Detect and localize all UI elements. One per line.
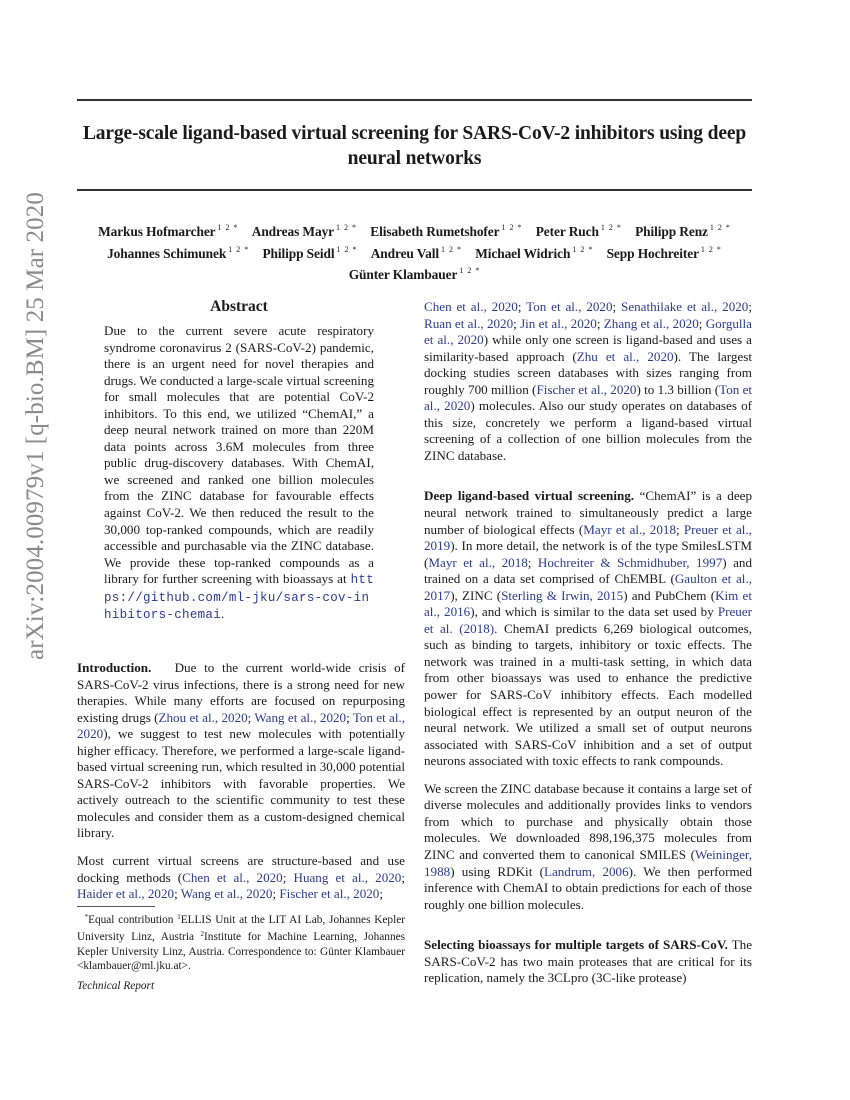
arxiv-identifier-stamp: arXiv:2004.00979v1 [q-bio.BM] 25 Mar 2020: [22, 192, 49, 660]
citation-link[interactable]: Haider et al., 2020: [77, 886, 175, 902]
author: Peter Ruch $^{1 2 *}$: [535, 223, 622, 239]
footnote: *Equal contribution $^1$ELLIS Unit at the LIT AI Lab, Johannes Kepler University Linz, Austria $^2$Institute for Machine Learning, Johannes Kepler University Linz, Austria. Correspondence to: Günter Klambauer <klambauer@ml.jku.at>.: [77, 913, 405, 972]
abstract-paragraph: Due to the current severe acute respiratory syndrome coronavirus 2 (SARS-CoV-2) pandemic, there is an urgent need for novel therapies and drugs. We conducted a large-scale virtual screening for small molecules that are potential CoV-2 inhibitors. To this end, we utilized “ChemAI,” a deep neural network trained on more than 220M data points across 3.6M molecules from three public drug-discovery databases. With ChemAI, we screened and ranked one billion molecules from the ZINC database for favourable effects against CoV-2. We then reduced the result to the 30,000 top-ranked compounds, which are readily accessible and purchasable via the ZINC database. We provide these top-ranked compounds as a library for further screening with bioassays at https://github.com/ml-jku/sars-cov-inhibitors-chemai.: [104, 323, 374, 623]
selecting-bioassays-heading: Selecting bioassays for multiple targets of SARS-CoV.: [424, 937, 728, 953]
zinc-paragraph: We screen the ZINC database because it contains a large set of diverse molecules and additionally provides links to vendors from which to purchase and physically obtain those molecules. We downloaded 898,196,375 molecules from ZINC and converted them to canonical SMILES (Weininger, 1988) using RDKit (Landrum, 2006). We then performed inference with ChemAI to obtain predictions for each of those roughly one billion molecules.: [424, 780, 752, 912]
citation-link[interactable]: Sterling & Irwin, 2015: [501, 587, 624, 603]
author: Philipp Seidl $^{1 2 *}$: [262, 244, 358, 261]
docking-paragraph-continued: Chen et al., 2020; Ton et al., 2020; Senathilake et al., 2020; Ruan et al., 2020; Jin et al., 2020; Zhang et al., 2020; Gorgulla et al., 2020) while only one screen is ligand-based and uses a similarity-based approach (Zhu et al., 2020). The largest docking studies screen databases with sizes ranging from roughly 700 million (Fischer et al., 2020) to 1.3 billion (Ton et al., 2020) molecules. Also our study operates on databases of this size, concretely we perform a ligand-based virtual screening of a collection of one billion molecules from the ZINC database.: [424, 299, 753, 463]
citation-link[interactable]: Ruan et al., 2020: [424, 315, 514, 331]
citation-link[interactable]: Preuer et al. (2018): [424, 604, 752, 636]
citation-link[interactable]: Zhou et al., 2020: [158, 709, 248, 725]
citation-link[interactable]: Mayr et al., 2018: [428, 554, 528, 570]
deep-screening-heading: Deep ligand-based virtual screening.: [424, 488, 635, 504]
title-bottom-rule: [77, 189, 752, 191]
author: Günter Klambauer $^{1 2 *}$: [348, 266, 481, 282]
citation-link[interactable]: Landrum, 2006: [543, 863, 629, 879]
github-link[interactable]: https://github.com/ml-jku/sars-cov-inhibitors-chemai: [104, 573, 374, 623]
citation-link[interactable]: Senathilake et al., 2020: [621, 299, 749, 314]
author: Andreu Vall $^{1 2 *}$: [370, 244, 462, 261]
citation-link[interactable]: Weininger, 1988: [424, 846, 752, 879]
citation-link[interactable]: Preuer et al., 2019: [424, 521, 752, 554]
venue-label: Technical Report: [77, 980, 155, 992]
footnote-rule: [77, 906, 155, 907]
citation-link[interactable]: Wang et al., 2020: [254, 709, 347, 725]
author: Markus Hofmarcher $^{1 2 *}$: [98, 223, 239, 239]
abstract-body: [104, 323, 374, 624]
citation-link[interactable]: Kim et al., 2016: [424, 587, 752, 620]
citation-link[interactable]: Chen et al., 2020: [182, 869, 283, 885]
citation-link[interactable]: Gorgulla et al., 2020: [424, 315, 752, 348]
citation-link[interactable]: Wang et al., 2020: [180, 886, 273, 902]
introduction-heading: Introduction.: [77, 660, 152, 675]
right-column: [424, 299, 752, 987]
introduction-section: [77, 660, 405, 903]
citation-link[interactable]: Gaulton et al., 2017: [424, 571, 752, 603]
citation-link[interactable]: Mayr et al., 2018: [583, 521, 676, 537]
author: Johannes Schimunek $^{1 2 *}$: [107, 244, 250, 261]
citation-link[interactable]: Zhu et al., 2020: [576, 348, 674, 364]
citation-link[interactable]: Jin et al., 2020: [520, 315, 597, 331]
citation-link[interactable]: Chen et al., 2020: [424, 299, 518, 314]
author: Michael Widrich $^{1 2 *}$: [475, 244, 594, 261]
citation-link[interactable]: Ton et al., 2020: [424, 381, 753, 414]
author: Elisabeth Rumetshofer $^{1 2 *}$: [370, 223, 523, 239]
citation-link[interactable]: Hochreiter & Schmidhuber, 1997: [537, 554, 723, 570]
citation-link[interactable]: Ton et al., 2020: [77, 709, 406, 742]
author: Philipp Renz $^{1 2 *}$: [635, 223, 731, 239]
selecting-bioassays-paragraph: Selecting bioassays for multiple targets of SARS-CoV. The SARS-CoV-2 has two main proteases that are critical for its replication, namely the 3CLpro (3C-like protease): [424, 937, 753, 986]
author-list: [77, 219, 752, 284]
abstract-heading: Abstract: [210, 298, 268, 315]
paper-title: Large-scale ligand-based virtual screening for SARS-CoV-2 inhibitors using deep neural networks: [82, 123, 747, 169]
docking-paragraph: Most current virtual screens are structure-based and use docking methods (Chen et al., 2020; Huang et al., 2020; Haider et al., 2020; Wang et al., 2020; Fischer et al., 2020;: [77, 853, 405, 902]
citation-link[interactable]: Zhang et al., 2020: [603, 315, 699, 331]
citation-link[interactable]: Huang et al., 2020: [293, 869, 402, 885]
citation-link[interactable]: Fischer et al., 2020: [536, 381, 637, 397]
citation-link[interactable]: Fischer et al., 2020: [279, 886, 380, 902]
deep-screening-paragraph: Deep ligand-based virtual screening. “ChemAI” is a deep neural network trained to simultaneously predict a large number of biological effects (Mayr et al., 2018; Preuer et al., 2019). In more detail, the network is of the type SmilesLSTM (Mayr et al., 2018; Hochreiter & Schmidhuber, 1997) and trained on a data set comprised of ChEMBL (Gaulton et al., 2017), ZINC (Sterling & Irwin, 2015) and PubChem (Kim et al., 2016), and which is similar to the data set used by Preuer et al. (2018). ChemAI predicts 6,269 biological outcomes, such as binding to targets, inhibitory or toxic effects. The network was trained in a multi-task setting, in which data from other bioassays was used to enhance the predictive power for SARS-CoV inhibitory effects. Each modelled biological effect is represented by an output neuron of the neural network. We utilized a small set of output neurons associated with SARS-CoV inhibition and a set of output neurons associated with toxic effects to rank compounds.: [424, 488, 752, 769]
author: Sepp Hochreiter $^{1 2 *}$: [606, 244, 722, 261]
author: Andreas Mayr $^{1 2 *}$: [251, 223, 358, 239]
title-top-rule: [77, 99, 752, 101]
introduction-paragraph: Introduction. Due to the current world-wide crisis of SARS-CoV-2 virus infections, there is a strong need for new therapies. While many efforts are focused on repurposing existing drugs (Zhou et al., 2020; Wang et al., 2020; Ton et al., 2020), we suggest to test new molecules with potentially higher efficacy. Therefore, we performed a large-scale ligand-based virtual screening run, which resulted in 30,000 potential SARS-CoV-2 inhibitors with favorable properties. We actively outreach to the scientific community to test these molecules and consider them as a custom-designed chemical library.: [77, 660, 406, 841]
citation-link[interactable]: Ton et al., 2020: [526, 299, 613, 314]
